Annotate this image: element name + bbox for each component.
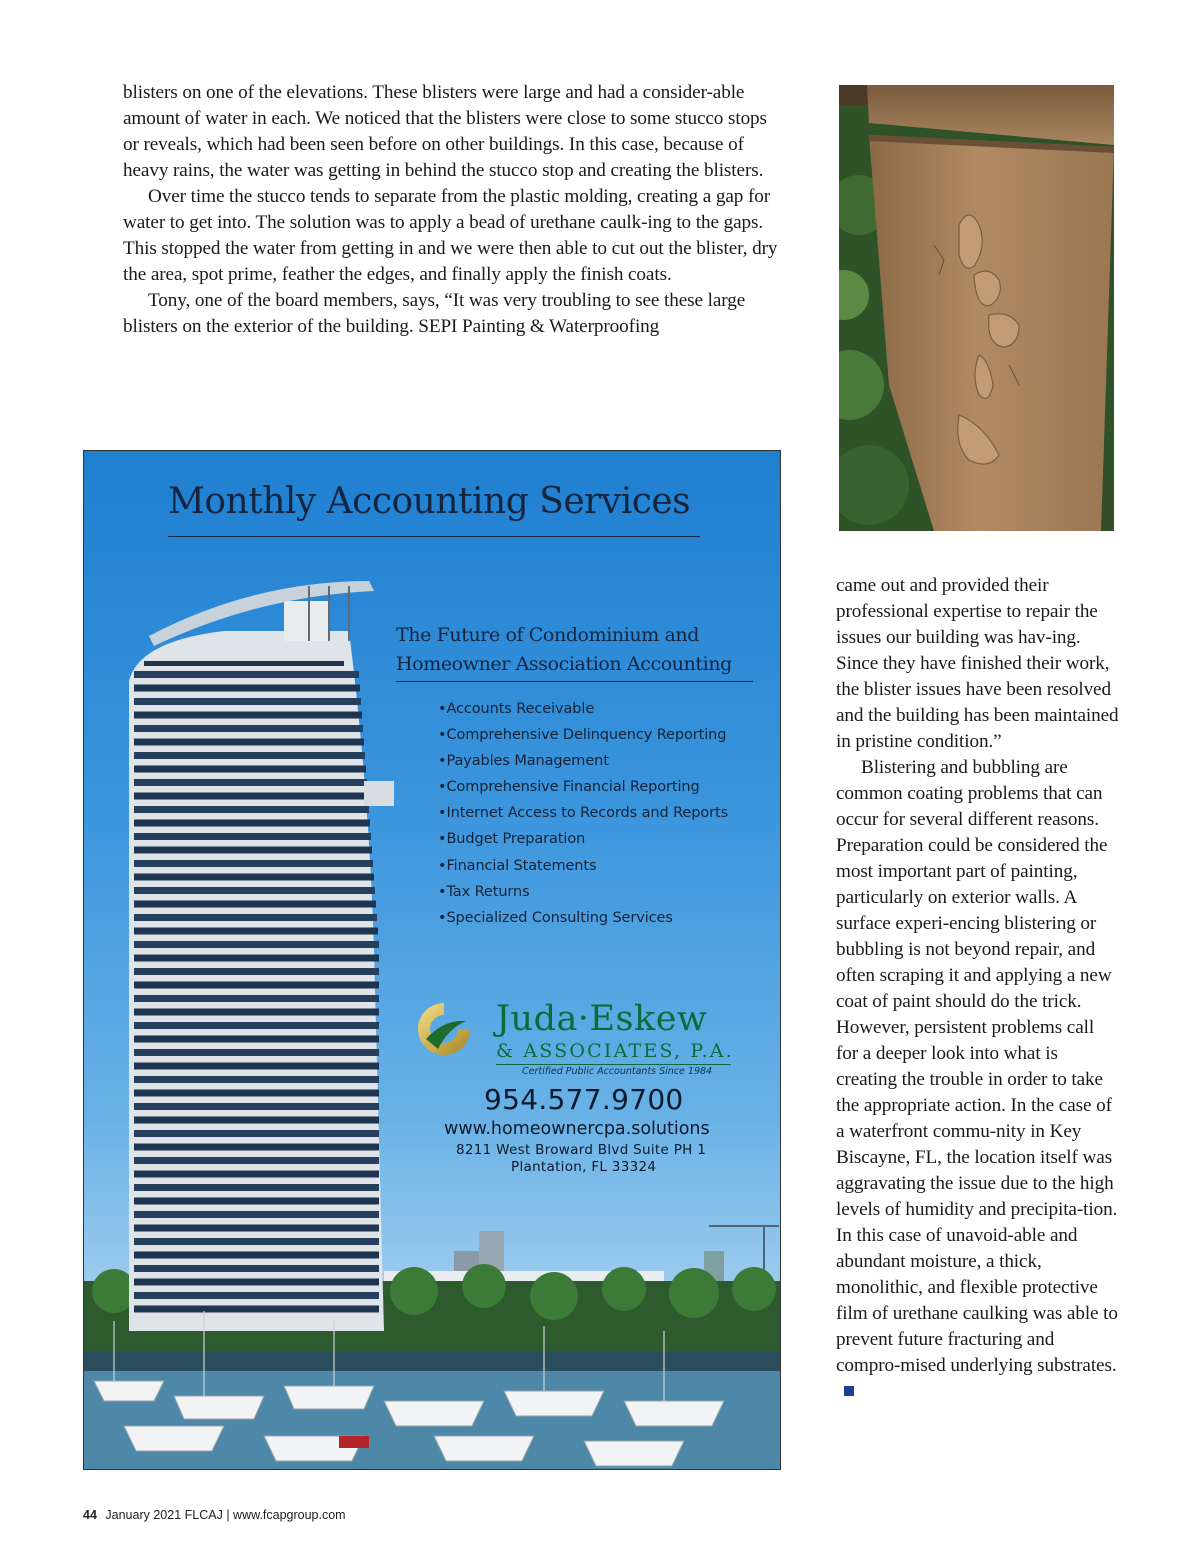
tower-floor	[134, 1009, 379, 1016]
tower-floor	[134, 1117, 379, 1124]
tower-floor	[134, 685, 360, 692]
tower-floor	[134, 968, 379, 975]
service-item: • Comprehensive Financial Reporting	[438, 774, 728, 800]
address-line: Plantation, FL 33324	[511, 1159, 657, 1175]
ad-title: Monthly Accounting Services	[168, 481, 691, 522]
ad-subtitle-line: Homeowner Association Accounting	[396, 653, 732, 675]
website: www.homeownercpa.solutions	[444, 1119, 710, 1139]
service-item: • Comprehensive Delinquency Reporting	[438, 722, 728, 748]
tower-floor	[134, 1198, 379, 1205]
tower-floor	[134, 1171, 379, 1178]
article-top-column	[123, 80, 785, 340]
tower-floor	[134, 820, 370, 827]
tower-floor	[134, 1292, 379, 1299]
service-item: • Accounts Receivable	[438, 696, 728, 722]
service-item: • Tax Returns	[438, 879, 728, 905]
ad-subtitle-line: The Future of Condominium and	[396, 624, 700, 646]
tower-floor	[134, 1076, 379, 1083]
tower-floor	[134, 671, 359, 678]
tower-floor	[134, 806, 369, 813]
services-list	[438, 696, 728, 931]
address-line: 8211 West Broward Blvd Suite PH 1	[456, 1142, 707, 1158]
tower-floor	[134, 1103, 379, 1110]
tower-floor	[134, 1157, 379, 1164]
service-item: • Internet Access to Records and Reports	[438, 800, 728, 826]
article-paragraph	[836, 755, 1120, 1405]
tower-floor	[134, 887, 375, 894]
tower-floor	[134, 752, 365, 759]
company-logo-icon	[414, 999, 474, 1059]
ad-subtitle	[396, 621, 766, 679]
tower-floor	[134, 1144, 379, 1151]
tower-floor	[134, 901, 376, 908]
company-suffix: & ASSOCIATES, P.A.	[496, 1040, 734, 1062]
tower-floor	[134, 1184, 379, 1191]
tower-floor	[134, 1036, 379, 1043]
tower-floor	[134, 1130, 379, 1137]
service-item: • Payables Management	[438, 748, 728, 774]
tower-floor	[134, 1238, 379, 1245]
article-paragraph: came out and provided their professional expertise to repair the issues our building was hav-ing. Since they have finished their work, the blister issues have been resolved and the building has been maintained in pristine condition.”	[836, 575, 1119, 752]
tower-floor	[134, 725, 363, 732]
service-item: • Specialized Consulting Services	[438, 905, 728, 931]
tower-floor	[134, 779, 367, 786]
article-paragraph: Tony, one of the board members, says, “It was very troubling to see these large blisters on the exterior of the building. SEPI Painting & Waterproofing	[123, 290, 746, 337]
company-name: Juda·Eskew	[496, 999, 708, 1039]
tower-floor	[134, 793, 368, 800]
issue-label: January 2021 FLCAJ	[105, 1508, 223, 1522]
tower-floor	[134, 1225, 379, 1232]
phone-number: 954.577.9700	[484, 1083, 684, 1116]
accounting-advertisement	[83, 450, 781, 1470]
service-item: • Financial Statements	[438, 853, 728, 879]
footer-site-link: www.fcapgroup.com	[233, 1508, 346, 1522]
ad-subtitle-rule	[396, 681, 753, 682]
tower-floor	[134, 1306, 379, 1313]
condo-tower-illustration	[84, 451, 781, 1470]
tower-floor	[134, 833, 371, 840]
tower-floor	[134, 1211, 379, 1218]
logo-rule	[496, 1064, 731, 1065]
tower-floor	[134, 766, 366, 773]
stucco-blister-photo	[839, 85, 1114, 531]
tower-floor	[134, 860, 373, 867]
tower-floor	[134, 982, 379, 989]
tower-floor	[134, 928, 378, 935]
tower-floor	[134, 1265, 379, 1272]
tower-floor	[134, 941, 379, 948]
tower-floor	[134, 914, 377, 921]
tower-floor	[134, 955, 379, 962]
article-paragraph: Over time the stucco tends to separate from the plastic molding, creating a gap for water to get into. The solution was to apply a bead of urethane caulk-ing to the gaps. This stopped the water from getting in and we were then able to cut out the blister, dry the area, spot prime, feather the edges, and finally apply the finish coats.	[123, 186, 778, 285]
article-right-column	[836, 573, 1120, 1405]
company-tagline: Certified Public Accountants Since 1984	[522, 1066, 713, 1077]
tower-floor	[134, 698, 361, 705]
tower-floor	[134, 1090, 379, 1097]
ad-title-rule	[168, 536, 700, 537]
page-footer	[83, 1508, 346, 1522]
page-number: 44	[83, 1508, 97, 1522]
tower-floor	[134, 847, 372, 854]
article-paragraph: blisters on one of the elevations. These blisters were large and had a consider-able amount of water in each. We noticed that the blisters were close to some stucco stops or reveals, which had been seen before on other buildings. In this case, because of heavy rains, the water was getting in behind the stucco stop and creating the blisters.	[123, 82, 767, 181]
tower-floor	[134, 1022, 379, 1029]
tower-floor	[134, 739, 364, 746]
tower-floor	[134, 1063, 379, 1070]
tower-floor	[134, 1049, 379, 1056]
tower-floor	[134, 995, 379, 1002]
service-item: • Budget Preparation	[438, 826, 728, 852]
tower-floor	[134, 712, 362, 719]
end-of-article-mark	[844, 1386, 854, 1396]
article-paragraph-text: Blistering and bubbling are common coating problems that can occur for several different reasons. Preparation could be considered the most important part of painting, particularly on exterior walls. A surface experi-encing blistering or bubbling is not beyond repair, and often scraping it and applying a new coat of paint should do the trick. However, persistent problems call for a deeper look into what is creating the trouble in order to take the appropriate action. In the case of a waterfront commu-nity in Key Biscayne, FL, the location itself was aggravating the issue due to the high levels of humidity and precipita-tion. In this case of unavoid-able and abundant moisture, a thick, monolithic, and flexible protective film of urethane caulking was able to prevent future fracturing and compro-mised underlying substrates.	[836, 757, 1118, 1376]
footer-separator: |	[226, 1508, 230, 1522]
tower-floor	[134, 874, 374, 881]
tower-floor	[134, 1279, 379, 1286]
tower-floor	[134, 1252, 379, 1259]
